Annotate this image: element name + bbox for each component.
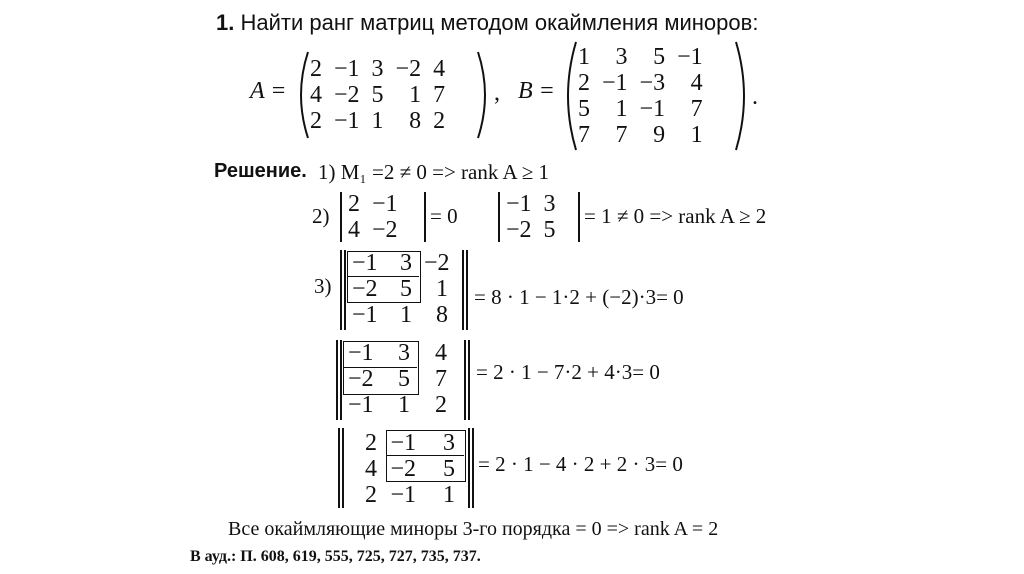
matrix-cell: −1 xyxy=(390,430,416,456)
matrix-cell: 1 xyxy=(443,482,455,508)
matrix-cell: 5 xyxy=(578,96,590,122)
matrix-cell: −2 xyxy=(395,56,422,82)
matrix-a-right-paren xyxy=(474,50,494,140)
matrix-cell: 1 xyxy=(409,82,422,108)
step2-eq1: = 0 xyxy=(430,204,458,228)
matrix-cell: −1 xyxy=(639,96,666,122)
step2-minor1 xyxy=(342,191,404,243)
matrix-cell: −1 xyxy=(352,302,378,328)
step3-label: 3) xyxy=(314,274,332,298)
matrix-cell: 1 xyxy=(371,108,384,134)
matrix-cell: 4 xyxy=(690,70,703,96)
matrix-cell: 3 xyxy=(615,44,628,70)
matrix-cell: 2 xyxy=(310,108,322,134)
matrix-cell: 3 xyxy=(443,430,455,456)
step2-minor2 xyxy=(500,191,562,243)
matrix-cell: 4 xyxy=(310,82,322,108)
step2-label: 2) xyxy=(312,204,330,228)
matrix-cell: 2 xyxy=(365,482,377,508)
matrix-cell: −1 xyxy=(334,108,360,134)
conclusion: Все окаймляющие миноры 3-го порядка = 0 => rank A = 2 xyxy=(228,518,719,540)
matrix-cell: 5 xyxy=(543,217,556,243)
matrix-a-label: A = xyxy=(250,78,287,104)
matrix-cell: −2 xyxy=(372,217,398,243)
matrix-cell: 2 xyxy=(433,108,446,134)
matrix-cell: −2 xyxy=(334,82,360,108)
matrix-cell: −1 xyxy=(602,70,628,96)
matrix-cell: −1 xyxy=(334,56,360,82)
det2-eq: = 2 · 1 − 7·2 + 4·3= 0 xyxy=(476,360,660,384)
matrix-cell: 4 xyxy=(435,340,447,366)
matrix-cell: 4 xyxy=(433,56,446,82)
matrix-cell: 3 xyxy=(400,250,412,276)
matrix-cell: −2 xyxy=(424,250,450,276)
det3 xyxy=(344,430,461,508)
matrix-b xyxy=(572,44,709,148)
det3-eq: = 2 · 1 − 4 · 2 + 2 · 3= 0 xyxy=(478,452,683,476)
matrix-cell: 3 xyxy=(371,56,384,82)
matrix-cell: 3 xyxy=(543,191,556,217)
matrix-cell: −2 xyxy=(352,276,378,302)
matrix-cell: 7 xyxy=(433,82,446,108)
problem-title-line xyxy=(216,10,758,36)
matrix-cell: 1 xyxy=(436,276,448,302)
matrix-cell: 5 xyxy=(653,44,666,70)
matrix-b-right-paren xyxy=(732,40,752,152)
matrix-cell: 8 xyxy=(436,302,448,328)
matrix-cell: −2 xyxy=(390,456,416,482)
matrix-cell: −1 xyxy=(677,44,703,70)
matrix-cell: 3 xyxy=(398,340,410,366)
matrix-cell: −1 xyxy=(506,191,532,217)
matrix-cell: 7 xyxy=(435,366,447,392)
matrix-cell: 2 xyxy=(578,70,590,96)
matrix-cell: 5 xyxy=(371,82,384,108)
matrix-cell: 1 xyxy=(398,392,410,418)
matrix-cell: 1 xyxy=(578,44,590,70)
matrix-cell: 5 xyxy=(398,366,410,392)
det1 xyxy=(346,250,454,328)
matrix-cell: 2 xyxy=(435,392,447,418)
matrix-cell: 7 xyxy=(690,96,703,122)
matrix-cell: −1 xyxy=(348,392,374,418)
matrix-a xyxy=(304,56,451,134)
matrix-cell: −2 xyxy=(348,366,374,392)
matrix-cell: −1 xyxy=(352,250,378,276)
problem-title: Найти ранг матриц методом окаймления миноров: xyxy=(240,10,759,35)
period: . xyxy=(752,84,758,110)
matrix-cell: −3 xyxy=(639,70,666,96)
solution-heading: Решение. xyxy=(214,160,307,182)
matrix-cell: 1 xyxy=(615,96,628,122)
matrix-cell: −1 xyxy=(372,191,398,217)
matrix-cell: 2 xyxy=(365,430,377,456)
matrix-cell: 7 xyxy=(578,122,590,148)
matrix-cell: −1 xyxy=(390,482,416,508)
matrix-cell: 1 xyxy=(400,302,412,328)
matrix-cell: −2 xyxy=(506,217,532,243)
det2 xyxy=(342,340,453,418)
matrix-cell: 5 xyxy=(443,456,455,482)
det1-eq: = 8 · 1 − 1·2 + (−2)·3= 0 xyxy=(474,285,684,309)
matrix-cell: 4 xyxy=(348,217,360,243)
step2-eq2: = 1 ≠ 0 => rank A ≥ 2 xyxy=(584,204,767,228)
matrix-cell: 4 xyxy=(365,456,377,482)
matrix-cell: −1 xyxy=(348,340,374,366)
comma: , xyxy=(494,80,500,106)
matrix-cell: 8 xyxy=(409,108,422,134)
problem-number: 1. xyxy=(216,10,235,35)
matrix-cell: 1 xyxy=(690,122,703,148)
matrix-cell: 9 xyxy=(653,122,666,148)
matrix-b-label: B = xyxy=(518,78,555,104)
matrix-cell: 2 xyxy=(348,191,360,217)
homework: В ауд.: П. 608, 619, 555, 725, 727, 735, 737. xyxy=(190,548,481,565)
matrix-cell: 7 xyxy=(615,122,628,148)
step1: 1) M₁ =2 ≠ 0 => rank A ≥ 1 xyxy=(318,160,549,184)
matrix-cell: 5 xyxy=(400,276,412,302)
matrix-cell: 2 xyxy=(310,56,322,82)
